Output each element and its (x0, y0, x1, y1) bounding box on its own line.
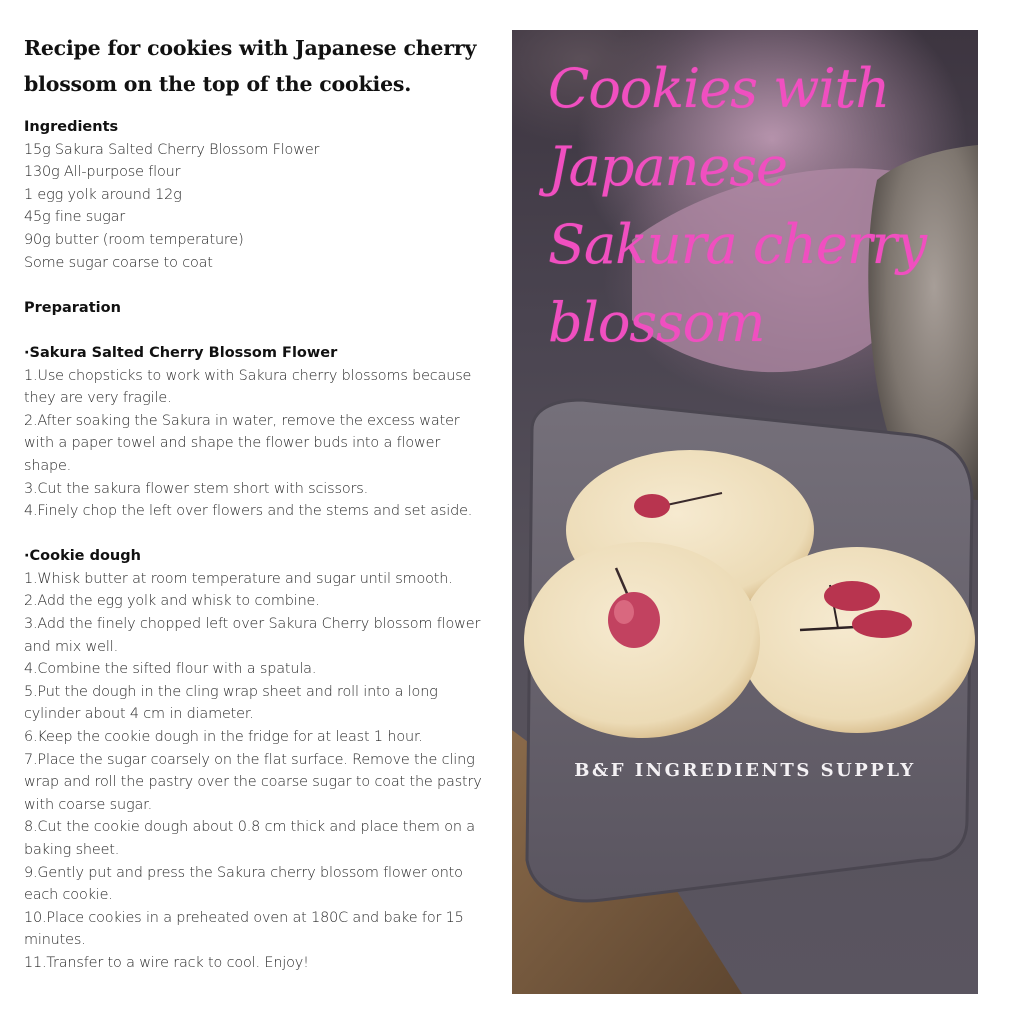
dough-step-line: 7.Place the sugar coarsely on the flat surface. Remove the cling (24, 751, 475, 768)
ingredient-item: 90g butter (room temperature) (24, 231, 244, 248)
spacer (24, 274, 502, 297)
ingredient-item: 130g All-purpose flour (24, 164, 181, 181)
ingredient-item: Some sugar coarse to coat (24, 254, 213, 271)
dough-step-line: 8.Cut the cookie dough about 0.8 cm thick and place them on a (24, 819, 475, 836)
recipe-title-line: blossom on the top of the cookies. (24, 72, 412, 96)
photo-title-line: Japanese (548, 135, 788, 198)
recipe-title-line: Recipe for cookies with Japanese cherry (24, 36, 477, 60)
photo-title-line: Cookies with (548, 57, 890, 120)
photo-title-line: blossom (548, 291, 765, 354)
cookie-photo (512, 30, 978, 994)
dough-step-line: 11.Transfer to a wire rack to cool. Enjoy! (24, 954, 309, 971)
sakura-heading: ·Sakura Salted Cherry Blossom Flower (24, 344, 338, 361)
dough-step-line: each cookie. (24, 887, 113, 904)
dough-heading: ·Cookie dough (24, 548, 141, 565)
dough-step-line: 5.Put the dough in the cling wrap sheet and roll into a long (24, 683, 438, 700)
sakura-step-line: 3.Cut the sakura flower stem short with scissors. (24, 480, 369, 497)
dough-step-line: 1.Whisk butter at room temperature and sugar until smooth. (24, 570, 453, 587)
dough-step-line: minutes. (24, 932, 86, 949)
spacer (24, 319, 502, 342)
cookie-right (739, 547, 975, 733)
brand-name: B&F INGREDIENTS SUPPLY (574, 760, 916, 781)
dough-step-line: 4.Combine the sifted flour with a spatula. (24, 661, 317, 678)
sakura-step-line: 2.After soaking the Sakura in water, remove the excess water (24, 412, 460, 429)
dough-step-line: with coarse sugar. (24, 796, 153, 813)
sakura-step-line: 4.Finely chop the left over flowers and the stems and set aside. (24, 503, 473, 520)
sakura-step-line: they are very fragile. (24, 390, 172, 407)
photo-title-line: Sakura cherry (548, 213, 926, 276)
dough-step-line: 2.Add the egg yolk and whisk to combine. (24, 593, 320, 610)
dough-step-line: cylinder about 4 cm in diameter. (24, 706, 254, 723)
sakura-step-line: 1.Use chopsticks to work with Sakura cherry blossoms because (24, 367, 472, 384)
dough-step-line: and mix well. (24, 638, 118, 655)
recipe-text-column (24, 30, 502, 975)
dough-step-line: 9.Gently put and press the Sakura cherry blossom flower onto (24, 864, 463, 881)
dough-step-line: 3.Add the finely chopped left over Sakura Cherry blossom flower (24, 616, 481, 633)
photo-title (548, 50, 968, 362)
preparation-heading: Preparation (24, 299, 121, 316)
sakura-step-line: with a paper towel and shape the flower buds into a flower (24, 435, 441, 452)
ingredient-item: 15g Sakura Salted Cherry Blossom Flower (24, 141, 320, 158)
ingredients-section (24, 116, 502, 975)
dough-step-line: baking sheet. (24, 842, 120, 858)
dough-step-line: 6.Keep the cookie dough in the fridge for at least 1 hour. (24, 729, 423, 746)
dough-step-line: wrap and roll the pastry over the coarse sugar to coat the pastry (24, 774, 482, 791)
sakura-step-line: shape. (24, 457, 72, 474)
ingredient-item: 45g fine sugar (24, 209, 126, 226)
spacer (24, 523, 502, 546)
ingredient-item: 1 egg yolk around 12g (24, 186, 182, 203)
dough-step-line: 10.Place cookies in a preheated oven at 180C and bake for 15 (24, 909, 464, 926)
ingredients-heading: Ingredients (24, 119, 119, 135)
recipe-title (24, 30, 502, 102)
